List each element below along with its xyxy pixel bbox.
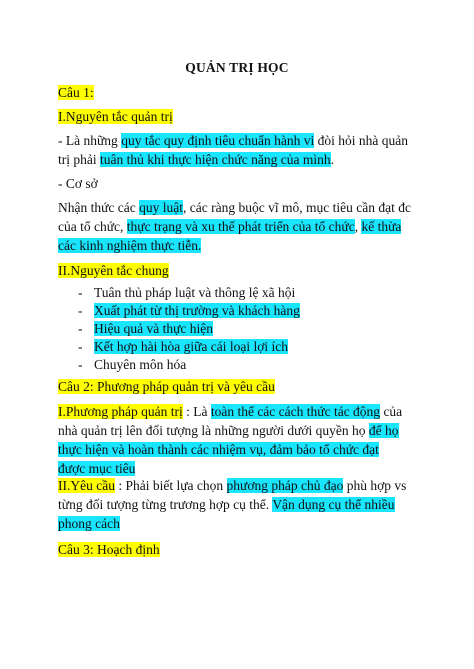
document-title: QUẢN TRỊ HỌC — [185, 60, 289, 75]
dash-bullet-icon: - — [78, 357, 83, 372]
dash-bullet-icon: - — [78, 339, 83, 354]
list-item: - Chuyên môn hóa — [78, 357, 187, 372]
definition-line-1: - Là những quy tắc quy định tiêu chuẩn hành vi đòi hỏi nhà quản — [58, 133, 409, 148]
method-line-2: nhà quản trị lên đối tượng là những người dưới quyền họ để họ — [58, 423, 399, 438]
list-item: - Tuân thủ pháp luật và thông lệ xã hội — [78, 285, 296, 300]
method-line-3: thực hiện và hoàn thành các nhiệm vụ, đảm bảo tổ chức đạt — [58, 442, 379, 457]
dash-bullet-icon: - — [78, 303, 83, 318]
requirement-line-2: từng đối tượng từng trương hợp cụ thể. Vận dụng cụ thể nhiều — [58, 497, 395, 512]
section-general-principles-heading: II.Nguyên tắc chung — [58, 263, 169, 278]
list-item: - Xuất phát từ thị trường và khách hàng — [78, 303, 300, 318]
dash-bullet-icon: - — [78, 285, 83, 300]
question-2-heading: Câu 2: Phương pháp quản trị và yêu cầu — [58, 379, 275, 394]
requirement-line-1: II.Yêu cầu : Phải biết lựa chọn phương pháp chủ đạo phù hợp vs — [58, 478, 407, 493]
list-item: - Kết hợp hài hòa giữa cái loại lợi ích — [78, 339, 289, 354]
requirement-line-3: phong cách — [58, 516, 120, 531]
basis-line-1: Nhận thức các quy luật, các ràng buộc vĩ mô, mục tiêu cần đạt đc — [58, 200, 411, 215]
method-line-1: I.Phương pháp quản trị : Là toàn thể các cách thức tác động của — [58, 404, 403, 419]
question-1-heading: Câu 1: — [58, 85, 94, 100]
list-item: - Hiệu quả và thực hiện — [78, 321, 214, 336]
dash-bullet-icon: - — [78, 321, 83, 336]
question-3-heading: Câu 3: Hoạch định — [58, 542, 160, 557]
section-principles-heading: I.Nguyên tắc quản trị — [58, 109, 173, 124]
basis-line-3: các kinh nghiệm thực tiễn. — [58, 238, 202, 253]
general-principles-list — [78, 284, 300, 374]
method-line-4: được mục tiêu — [58, 461, 136, 476]
basis-line-2: của tổ chức, thực trạng và xu thế phát triển của tổ chức, kế thừa — [58, 219, 402, 234]
basis-label: - Cơ sở — [58, 176, 98, 191]
definition-line-2: trị phải tuân thủ khi thực hiện chức năng của mình. — [58, 152, 334, 167]
